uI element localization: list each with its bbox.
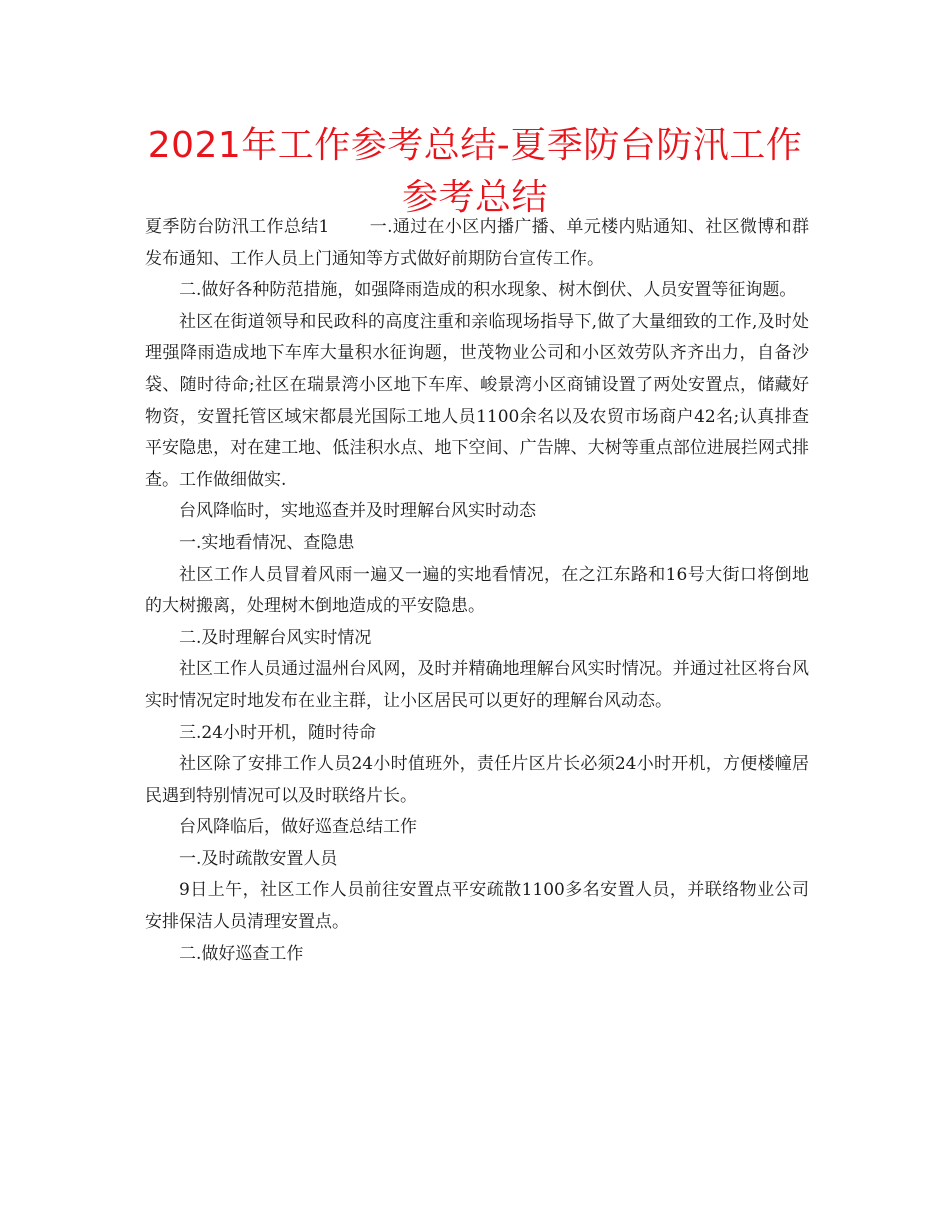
subsection-heading: 二.及时理解台风实时情况 [179, 627, 372, 648]
document-title: 2021年工作参考总结-夏季防台防汛工作参考总结 [147, 125, 803, 218]
paragraph: 社区除了安排工作人员24小时值班外，责任片区片长必须24小时开机，方便楼幢居民遇到特别情况可以及时联络片长。 [145, 754, 809, 806]
intro-paragraph [145, 212, 809, 275]
document-body [145, 212, 809, 970]
subsection-heading: 三.24小时开机，随时待命 [179, 722, 377, 743]
paragraph: 社区在街道领导和民政科的高度注重和亲临现场指导下,做了大量细致的工作,及时处理强降雨造成地下车库大量积水征询题，世茂物业公司和小区效劳队齐齐出力，自备沙袋、随时待命;社区在瑞景湾小区地下车库、峻景湾小区商铺设置了两处安置点，储藏好物资，安置托管区域宋都晨光国际工地人员1100余名以及农贸市场商户42名;认真排查平安隐患，对在建工地、低洼积水点、地下空间、广告牌、大树等重点部位进展拦网式排查。工作做细做实. [145, 311, 809, 490]
intro-text: 一.通过在小区内播广播、单元楼内贴通知、社区微博和群发布通知、工作人员上门通知等方式做好前期防台宣传工作。 [145, 217, 809, 269]
paragraph: 社区工作人员通过温州台风网，及时并精确地理解台风实时情况。并通过社区将台风实时情况定时地发布在业主群，让小区居民可以更好的理解台风动态。 [145, 659, 809, 711]
intro-lead: 夏季防台防汛工作总结1 [145, 217, 330, 237]
section-heading: 台风降临后，做好巡查总结工作 [179, 817, 417, 838]
paragraph: 9日上午，社区工作人员前往安置点平安疏散1100多名安置人员，并联络物业公司安排保洁人员清理安置点。 [145, 880, 809, 933]
paragraph: 社区工作人员冒着风雨一遍又一遍的实地看情况，在之江东路和16号大街口将倒地的大树搬离，处理树木倒地造成的平安隐患。 [145, 564, 809, 617]
paragraph: 二.做好各种防范措施，如强降雨造成的积水现象、树木倒伏、人员安置等征询题。 [179, 280, 797, 301]
subsection-heading: 一.及时疏散安置人员 [179, 848, 338, 869]
subsection-heading: 二.做好巡查工作 [179, 943, 304, 964]
section-heading: 台风降临时，实地巡查并及时理解台风实时动态 [179, 501, 536, 522]
subsection-heading: 一.实地看情况、查隐患 [179, 532, 355, 553]
